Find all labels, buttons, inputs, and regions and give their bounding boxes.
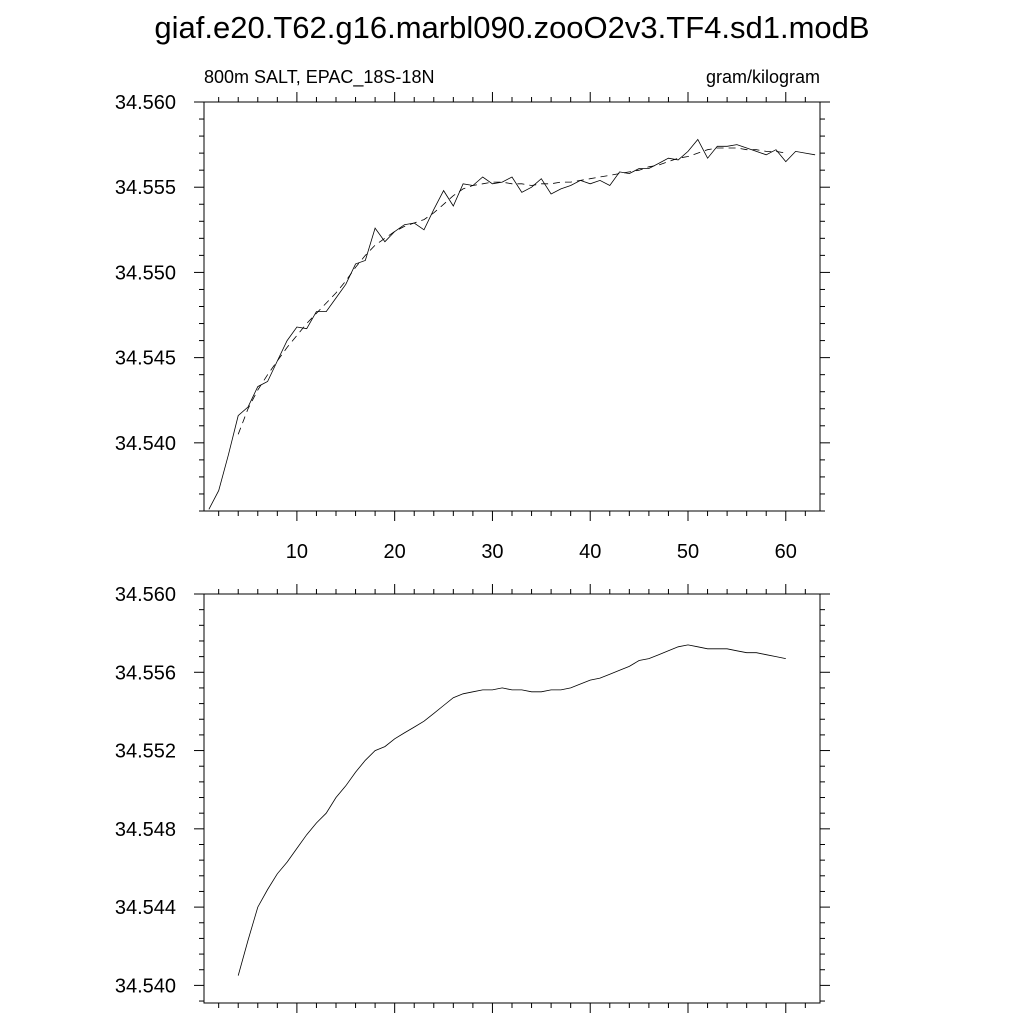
x-tick-label: 10	[285, 541, 309, 563]
series-line	[238, 645, 786, 976]
x-tick-label: 50	[676, 541, 700, 563]
y-tick-label: 34.555	[114, 177, 176, 200]
y-tick-label: 34.545	[114, 347, 176, 370]
y-tick-label: 34.560	[114, 584, 176, 606]
y-tick-label: 34.556	[114, 662, 176, 685]
left-subtitle: 800m SALT, EPAC_18S-18N	[204, 67, 435, 87]
plot-frame-top	[204, 102, 820, 511]
smoothed-series-line	[238, 148, 786, 434]
plot-frame-bottom	[204, 594, 820, 1003]
y-tick-label: 34.544	[114, 897, 176, 920]
top-panel	[115, 67, 830, 563]
chart-title: giaf.e20.T62.g16.marbl090.zooO2v3.TF4.sd1.modB	[154, 10, 870, 45]
x-tick-label: 40	[579, 541, 602, 563]
x-tick-label: 30	[481, 541, 504, 563]
y-tick-label: 34.548	[114, 818, 176, 841]
y-tick-label: 34.540	[114, 975, 176, 998]
series-line	[209, 140, 815, 510]
bottom-panel	[115, 584, 830, 1013]
x-tick-label: 60	[774, 541, 797, 563]
y-tick-label: 34.550	[114, 262, 176, 285]
y-tick-label: 34.552	[114, 740, 176, 763]
x-tick-label: 20	[383, 541, 406, 563]
y-tick-label: 34.560	[114, 92, 176, 114]
y-tick-label: 34.540	[114, 432, 176, 455]
units-label: gram/kilogram	[705, 67, 820, 87]
